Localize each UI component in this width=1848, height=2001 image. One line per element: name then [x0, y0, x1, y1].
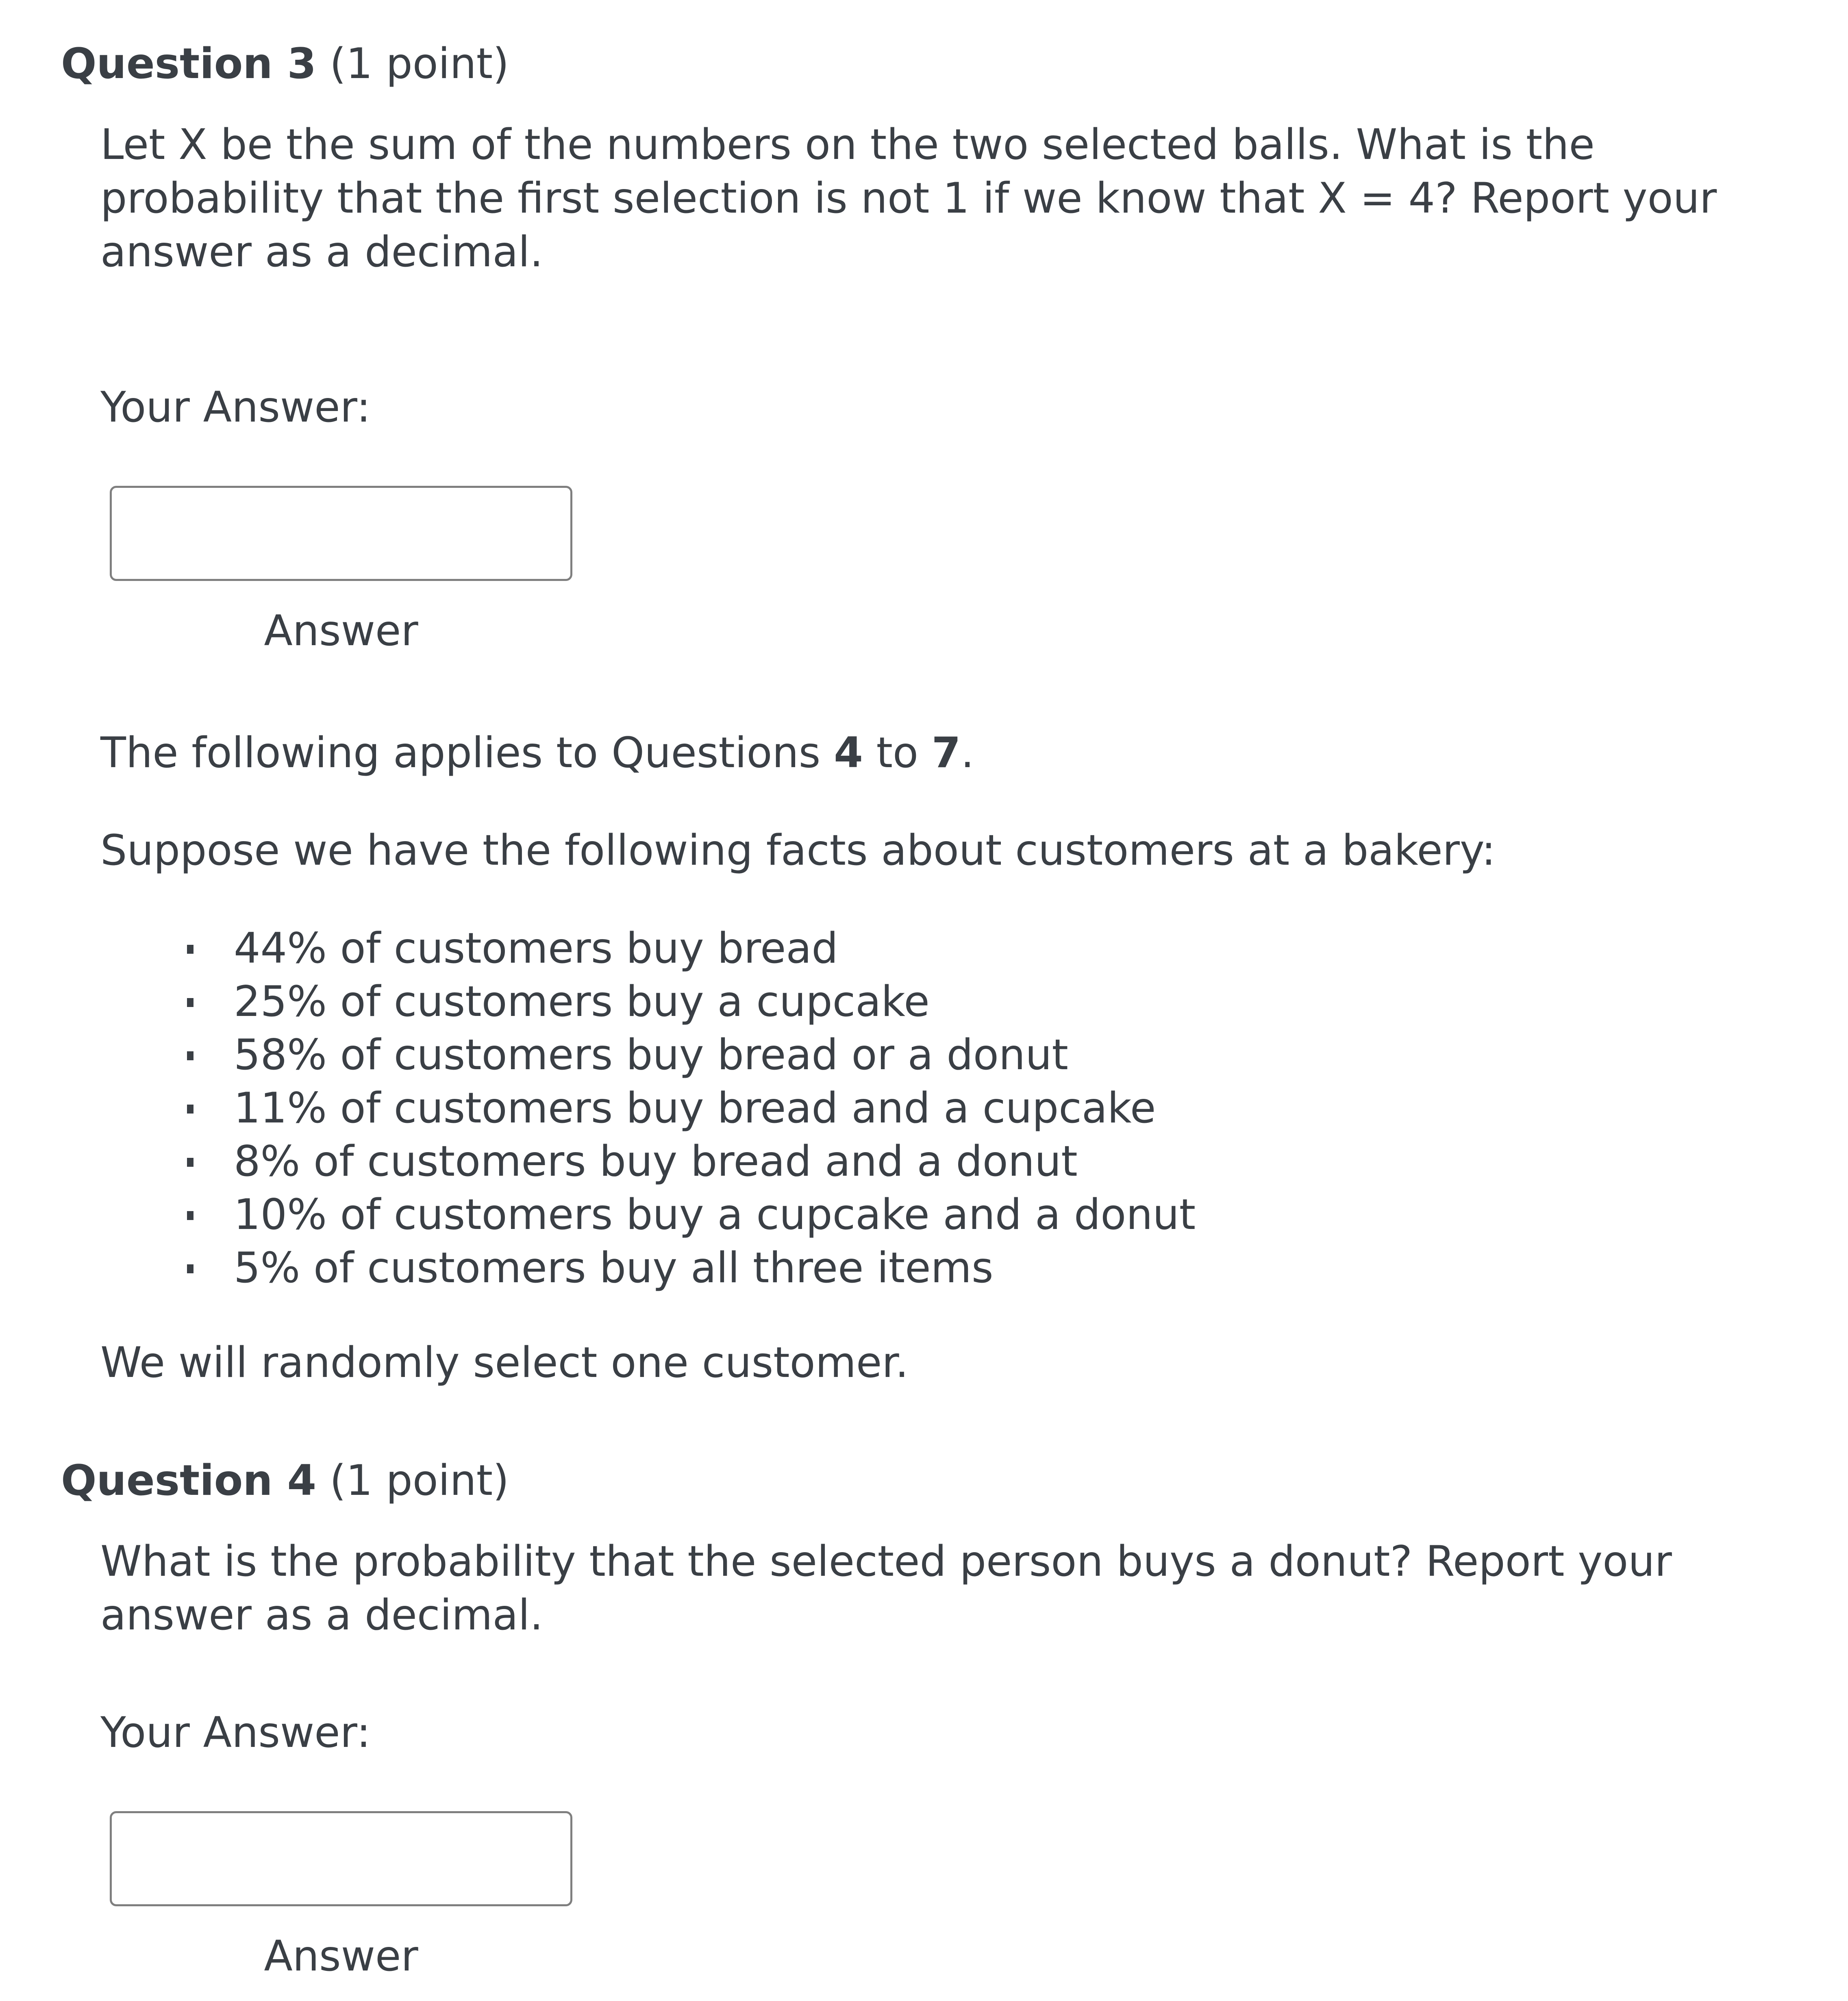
question-3-heading — [61, 39, 509, 89]
fact-item — [179, 1188, 1196, 1242]
question-4-heading — [61, 1455, 509, 1506]
applies-to-note — [100, 728, 974, 779]
bullet-icon — [187, 1264, 193, 1273]
bullet-icon — [187, 945, 193, 954]
question-3-answer-caption: Answer — [264, 607, 418, 655]
question-4-your-answer-label: Your Answer: — [100, 1708, 371, 1757]
fact-item — [179, 1242, 1196, 1295]
question-3-title: Question 3 — [61, 39, 317, 88]
fact-item — [179, 1135, 1196, 1188]
facts-intro: Suppose we have the following facts about customers at a bakery: — [100, 826, 1496, 875]
bullet-icon — [187, 1158, 193, 1167]
question-3-answer-input[interactable] — [110, 486, 572, 581]
question-3-points: (1 point) — [329, 39, 509, 88]
question-3-your-answer-label: Your Answer: — [100, 383, 371, 432]
fact-item — [179, 1029, 1196, 1082]
applies-to-from: 4 — [834, 729, 863, 777]
bullet-icon — [187, 998, 193, 1007]
bullet-icon — [187, 1105, 193, 1114]
question-3-prompt: Let X be the sum of the numbers on the two selected balls. What is the probability that the first selection is not 1 if we know that X = 4? Report your answer as a decimal. — [100, 120, 1717, 276]
question-4-answer-input[interactable] — [110, 1811, 572, 1906]
fact-item — [179, 1082, 1196, 1135]
question-4-prompt: What is the probability that the selected person buys a donut? Report your answer as a decimal. — [100, 1537, 1672, 1640]
bullet-icon — [187, 1051, 193, 1060]
applies-to-suffix: . — [961, 729, 974, 777]
bullet-icon — [187, 1211, 193, 1220]
applies-to-prefix: The following applies to Questions — [100, 729, 834, 777]
facts-list — [179, 922, 1196, 1295]
fact-text: 44% of customers buy bread — [234, 924, 838, 973]
question-4-title: Question 4 — [61, 1456, 317, 1505]
fact-item — [179, 975, 1196, 1029]
question-4-points: (1 point) — [329, 1456, 509, 1505]
fact-text: 5% of customers buy all three items — [234, 1244, 994, 1292]
question-4-answer-caption: Answer — [264, 1932, 418, 1981]
fact-text: 10% of customers buy a cupcake and a donut — [234, 1190, 1196, 1239]
fact-item — [179, 922, 1196, 975]
fact-text: 58% of customers buy bread or a donut — [234, 1031, 1068, 1079]
fact-text: 8% of customers buy bread and a donut — [234, 1137, 1078, 1186]
fact-text: 11% of customers buy bread and a cupcake — [234, 1084, 1156, 1133]
applies-to-mid: to — [863, 729, 932, 777]
applies-to-to: 7 — [931, 729, 961, 777]
selection-note: We will randomly select one customer. — [100, 1338, 909, 1387]
fact-text: 25% of customers buy a cupcake — [234, 977, 930, 1026]
